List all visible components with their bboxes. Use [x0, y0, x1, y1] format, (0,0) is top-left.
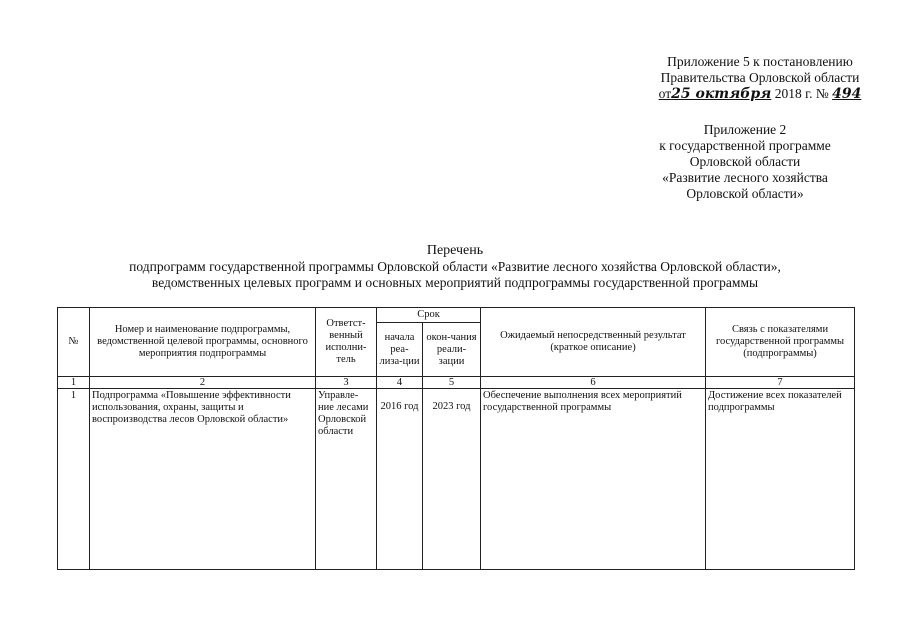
handwritten-date: 25 октября: [671, 86, 772, 102]
row-name: Подпрограмма «Повышение эффективности использования, охраны, защиты и воспроизводства лесов Орловской области»: [90, 389, 316, 570]
appendix-2-line1: Приложение 2: [703, 122, 787, 137]
header-responsible: Ответст-венный исполни-тель: [316, 308, 377, 377]
row-start: 2016 год: [377, 389, 423, 570]
year-text: 2018 г. №: [774, 86, 829, 101]
column-number: 4: [377, 377, 423, 389]
appendix-2-line5: Орловской области»: [686, 186, 804, 201]
row-responsible: Управле-ние лесами Орловской области: [316, 389, 377, 570]
appendix-2-line4: «Развитие лесного хозяйства: [662, 170, 828, 185]
header-name: Номер и наименование подпрограммы, ведомственной целевой программы, основного мероприятия подпрограммы: [90, 308, 316, 377]
appendix-5-date-line: [620, 86, 900, 102]
column-number: 1: [58, 377, 90, 389]
header-term: Срок: [377, 308, 481, 323]
appendix-5-line1: Приложение 5 к постановлению: [667, 54, 853, 69]
column-number: 5: [423, 377, 481, 389]
from-prefix: от: [658, 86, 672, 101]
row-link: Достижение всех показателей подпрограммы: [706, 389, 855, 570]
title-heading: Перечень: [426, 243, 484, 258]
row-no: 1: [58, 389, 90, 570]
title-line2: ведомственных целевых программ и основных мероприятий подпрограммы государственной программы: [151, 275, 759, 290]
column-number: 3: [316, 377, 377, 389]
document-title: [60, 243, 850, 291]
appendix-2-line3: Орловской области: [689, 154, 801, 169]
program-table: [57, 307, 855, 570]
header-result: Ожидаемый непосредственный результат (краткое описание): [481, 308, 706, 377]
column-number: 6: [481, 377, 706, 389]
column-number: 7: [706, 377, 855, 389]
header-row-1: [58, 308, 855, 323]
column-numbers-row: [58, 377, 855, 389]
appendix-2-header: [630, 122, 860, 202]
column-number: 2: [90, 377, 316, 389]
title-line1: подпрограмм государственной программы Орловской области «Развитие лесного хозяйства Орловской области»,: [129, 259, 781, 274]
header-end: окон-чания реали-зации: [423, 323, 481, 377]
header-start: начала реа-лиза-ции: [377, 323, 423, 377]
row-end: 2023 год: [423, 389, 481, 570]
row-result: Обеспечение выполнения всех мероприятий государственной программы: [481, 389, 706, 570]
header-link: Связь с показателями государственной программы (подпрограммы): [706, 308, 855, 377]
appendix-2-line2: к государственной программе: [659, 138, 831, 153]
appendix-5-header: [620, 54, 900, 102]
appendix-5-line2: Правительства Орловской области: [660, 70, 860, 85]
header-no: №: [58, 308, 90, 377]
table-row: [58, 389, 855, 570]
handwritten-number: 494: [832, 86, 862, 102]
